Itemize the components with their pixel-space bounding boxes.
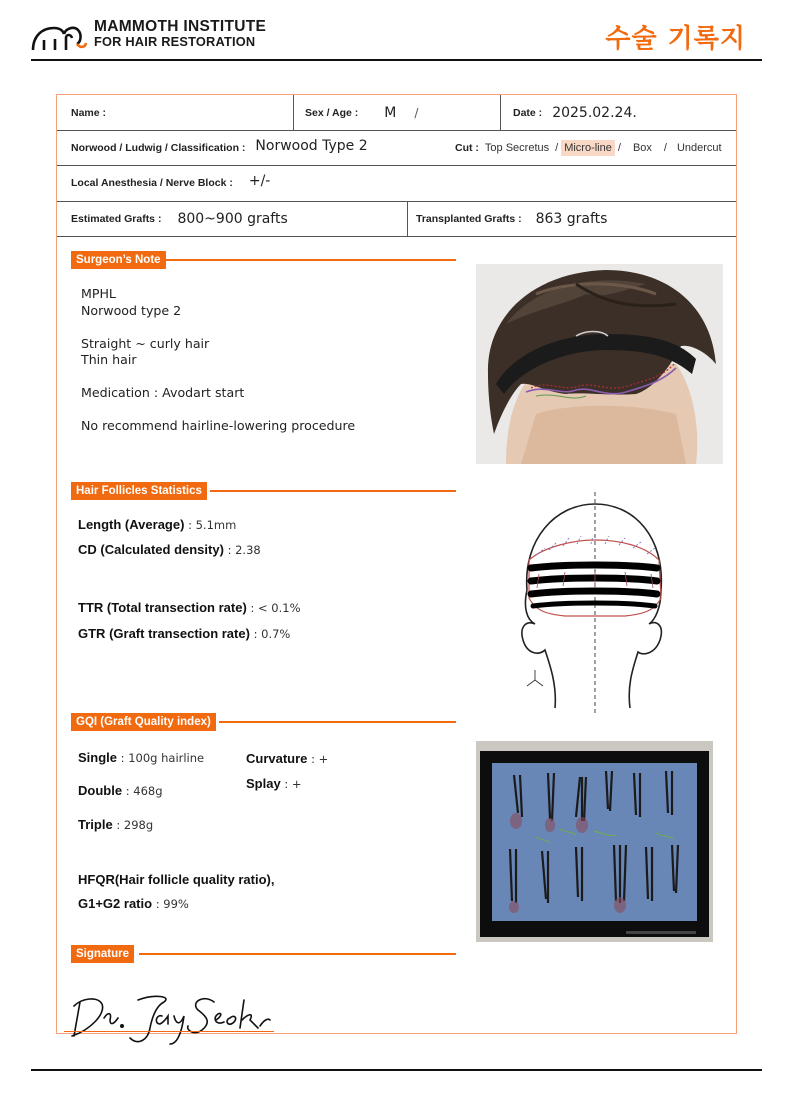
cut-label: Cut : [455, 141, 479, 154]
hfqr-heading [78, 872, 274, 887]
gtr-value: : 0.7% [249, 627, 291, 641]
single-grade [78, 750, 204, 765]
anesthesia-label: Local Anesthesia / Nerve Block : [71, 177, 233, 189]
cut-separator: / [663, 141, 667, 154]
org-logo [30, 20, 280, 54]
col-divider [407, 201, 408, 236]
section-rule [139, 953, 456, 955]
classification-label: Norwood / Ludwig / Classification : [71, 141, 246, 154]
note-line [81, 369, 355, 386]
estimated-grafts-label: Estimated Grafts : [71, 212, 162, 225]
cut-option-top-secretus[interactable]: Top Secretus [484, 141, 550, 154]
signature-heading: Signature [71, 945, 134, 963]
cut-option-micro-line[interactable]: Micro-line [561, 140, 615, 156]
cd-label: CD (Calculated density) [78, 542, 224, 557]
g1g2-ratio [78, 896, 189, 911]
anesthesia-field[interactable] [71, 165, 270, 201]
single-value: : 100g hairline [117, 751, 205, 765]
gtr-description: (Graft transection rate) [105, 626, 250, 641]
double-label: Double [78, 783, 123, 798]
sex-age-field[interactable] [305, 95, 426, 130]
mammoth-logo-icon [30, 22, 88, 52]
row-divider [57, 236, 736, 237]
cut-option-undercut[interactable]: Undercut [676, 141, 722, 154]
name-field[interactable] [71, 95, 114, 130]
note-line: Straight ~ curly hair [81, 335, 210, 351]
curvature-grade [246, 751, 328, 766]
transplanted-grafts-label: Transplanted Grafts : [416, 212, 522, 225]
splay-grade [246, 776, 302, 791]
surgeons-note-body [81, 286, 355, 435]
triple-label: Triple [78, 817, 113, 832]
name-label: Name : [71, 106, 107, 119]
note-line: No recommend hairline-lowering procedure [81, 418, 356, 433]
cut-field [455, 130, 725, 165]
transplanted-grafts-field[interactable] [416, 201, 607, 236]
axis-icon [527, 670, 543, 686]
statistics-heading: Hair Follicles Statistics [71, 482, 207, 500]
curvature-value: : + [307, 752, 329, 766]
classification-value: Norwood Type 2 [255, 138, 368, 154]
date-value: 2025.02.24. [552, 104, 637, 121]
single-label: Single [78, 750, 118, 765]
col-divider [500, 95, 501, 130]
top-divider [31, 59, 762, 61]
ttr-description: (Total transection rate) [103, 600, 247, 615]
org-name-line2: FOR HAIR RESTORATION [94, 34, 256, 49]
estimated-grafts-value: 800~900 grafts [177, 210, 288, 227]
note-line: MPHL [81, 286, 116, 301]
surgeons-note-heading: Surgeon’s Note [71, 251, 166, 269]
anesthesia-value: +/- [248, 173, 271, 189]
ttr-stat [78, 600, 301, 615]
g1g2-value: : 99% [152, 897, 189, 911]
classification-field[interactable] [71, 130, 368, 165]
note-line: Medication : Avodart start [81, 385, 245, 400]
note-line: Norwood type 2 [81, 302, 182, 318]
length-stat [78, 517, 236, 532]
gtr-label: GTR [78, 626, 106, 641]
note-line: Thin hair [81, 352, 137, 367]
document-title: 수술 기록지 [605, 24, 746, 54]
cut-option-box[interactable]: Box [632, 141, 652, 154]
org-name-line1: MAMMOTH INSTITUTE [94, 18, 267, 35]
date-field[interactable] [513, 95, 637, 130]
triple-value: : 298g [112, 818, 154, 832]
hfqr-label: HFQR(Hair follicle quality ratio), [78, 872, 275, 887]
donor-area-diagram [505, 490, 680, 715]
note-line [81, 402, 355, 419]
sex-age-label: Sex / Age : [305, 106, 359, 119]
double-value: : 468g [122, 784, 163, 798]
signature-line [64, 1031, 274, 1032]
curvature-label: Curvature [246, 751, 308, 766]
triple-grade [78, 817, 153, 832]
ttr-label: TTR [78, 600, 104, 615]
cd-value: : 2.38 [223, 543, 261, 557]
graft-monitor-photo [476, 741, 713, 942]
length-label: Length (Average) [78, 517, 185, 532]
date-label: Date : [513, 106, 543, 119]
age-separator: / [414, 105, 419, 120]
note-line [81, 319, 355, 336]
cd-stat [78, 542, 261, 557]
estimated-grafts-field[interactable] [71, 201, 288, 236]
gqi-heading: GQI (Graft Quality index) [71, 713, 216, 731]
bottom-divider [31, 1069, 762, 1071]
transplanted-grafts-value: 863 grafts [535, 210, 608, 227]
gtr-stat [78, 626, 290, 641]
g1g2-label: G1+G2 ratio [78, 896, 153, 911]
hairline-photo [476, 264, 723, 464]
cut-separator: / [555, 141, 559, 154]
length-value: : 5.1mm [184, 518, 237, 532]
ttr-value: : < 0.1% [246, 601, 301, 615]
double-grade [78, 783, 163, 798]
signature-image [64, 990, 274, 1050]
splay-label: Splay [246, 776, 281, 791]
section-rule [166, 259, 456, 261]
section-rule [219, 721, 456, 723]
cut-separator: / [617, 141, 621, 154]
splay-value: : + [280, 777, 302, 791]
sex-value: M [384, 104, 397, 121]
col-divider [293, 95, 294, 130]
section-rule [210, 490, 456, 492]
